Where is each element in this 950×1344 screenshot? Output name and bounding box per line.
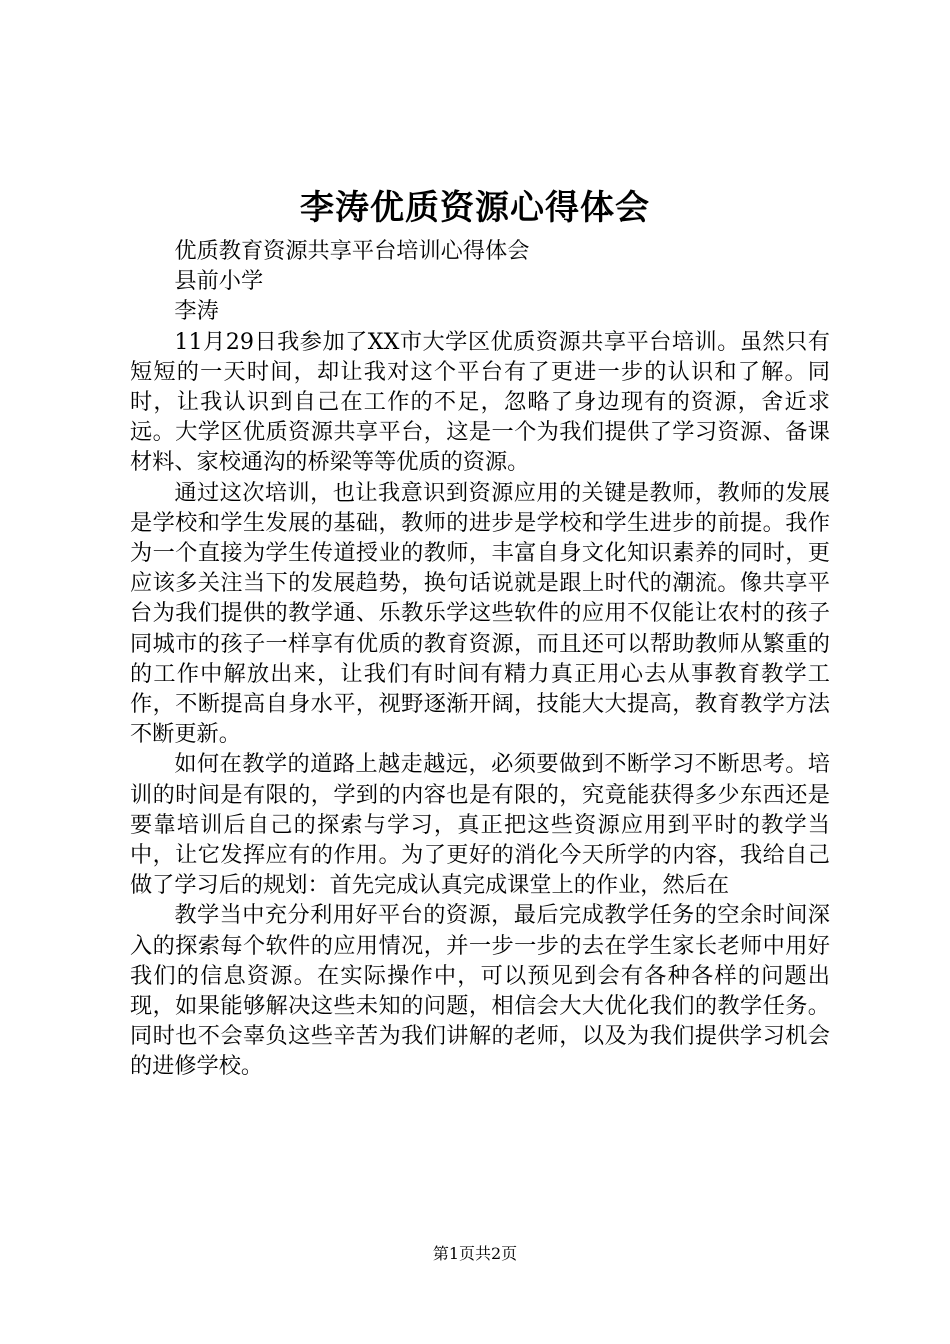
- body-paragraph: 教学当中充分利用好平台的资源，最后完成教学任务的空余时间深入的探索每个软件的应用情况，并一步一步的去在学生家长老师中用好我们的信息资源。在实际操作中，可以预见到会有各种各样的问题出现，如果能够解决这些未知的问题，相信会大大优化我们的教学任务。同时也不会辜负这些辛苦为我们讲解的老师，以及为我们提供学习机会的进修学校。: [130, 902, 830, 1080]
- body-paragraph: 通过这次培训，也让我意识到资源应用的关键是教师，教师的发展是学校和学生发展的基础，教师的进步是学校和学生进步的前提。我作为一个直接为学生传道授业的教师，丰富自身文化知识素养的同时，更应该多关注当下的发展趋势，换句话说就是跟上时代的潮流。像共享平台为我们提供的教学通、乐教乐学这些软件的应用不仅能让农村的孩子同城市的孩子一样享有优质的教育资源，而且还可以帮助教师从繁重的的工作中解放出来，让我们有时间有精力真正用心去从事教育教学工作，不断提高自身水平，视野逐渐开阔，技能大大提高，教育教学方法不断更新。: [130, 479, 830, 748]
- page-total: 共2页: [475, 1244, 518, 1263]
- subtitle-line: 优质教育资源共享平台培训心得体会: [174, 238, 530, 264]
- school-line: 县前小学: [174, 268, 264, 295]
- body-paragraph: 11月29日我参加了XX市大学区优质资源共享平台培训。虽然只有短短的一天时间，却让我对这个平台有了更进一步的认识和了解。同时，让我认识到自己在工作的不足，忽略了身边现有的资源，舍近求远。大学区优质资源共享平台，这是一个为我们提供了学习资源、备课材料、家校通沟的桥梁等等优质的资源。: [130, 328, 830, 476]
- body-paragraph: 如何在教学的道路上越走越远，必须要做到不断学习不断思考。培训的时间是有限的，学到的内容也是有限的，究竟能获得多少东西还是要靠培训后自己的探索与学习，真正把这些资源应用到平时的教学当中，让它发挥应有的作用。为了更好的消化今天所学的内容，我给自己做了学习后的规划：首先完成认真完成课堂上的作业，然后在: [130, 751, 830, 899]
- page-number: 第1页: [432, 1244, 475, 1263]
- author-line: 李涛: [174, 298, 219, 325]
- page-footer: [0, 1243, 950, 1265]
- document-body: [130, 236, 830, 1082]
- document-title: 李涛优质资源心得体会: [300, 188, 650, 228]
